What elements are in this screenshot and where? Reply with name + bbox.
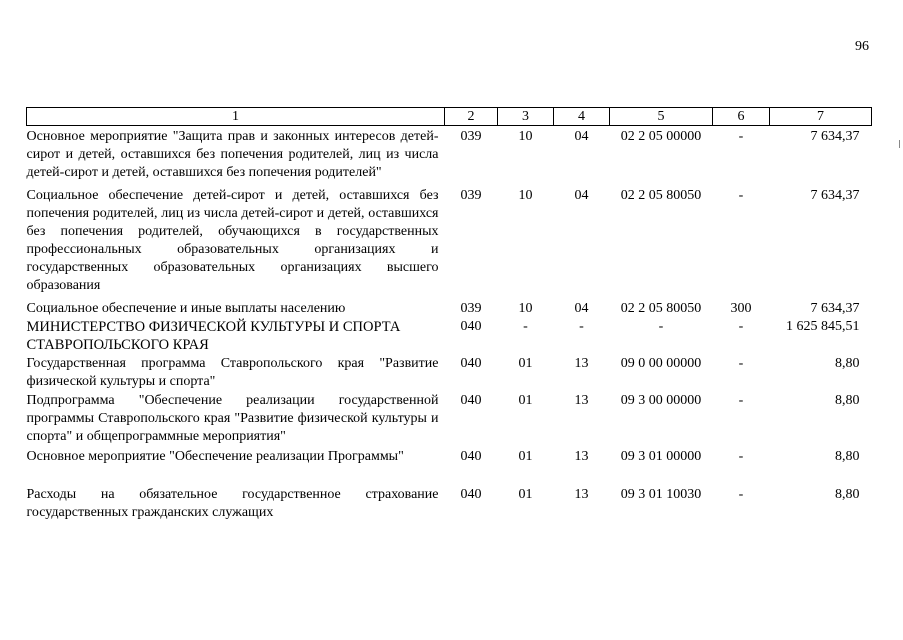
row-amount: 8,80 bbox=[835, 449, 860, 464]
row-target-article: 02 2 05 80050 bbox=[620, 188, 702, 203]
row-ministry-code: 039 bbox=[460, 129, 482, 144]
row-name: Социальное обеспечение и иные выплаты населению bbox=[26, 301, 346, 316]
row-target-article: 09 3 00 00000 bbox=[620, 393, 702, 408]
table-row bbox=[27, 318, 872, 354]
row-name: МИНИСТЕРСТВО ФИЗИЧЕСКОЙ КУЛЬТУРЫ И СПОРТА СТАВРОПОЛЬСКОГО КРАЯ bbox=[26, 319, 401, 353]
column-header-4: 4 bbox=[554, 108, 610, 126]
row-expense-type: - bbox=[738, 449, 744, 464]
row-section: 01 bbox=[518, 393, 533, 408]
row-name: Социальное обеспечение детей-сирот и детей, оставшихся без попечения родителей, лиц из числа детей-сирот и детей, оставшихся без попечения родителей, обучающихся в государственных профессиональных образовательных организациях и государственных образовательных организациях высшего образования bbox=[26, 188, 439, 293]
row-target-article: 09 0 00 00000 bbox=[620, 356, 702, 371]
table-row bbox=[27, 126, 872, 184]
row-amount: 8,80 bbox=[835, 487, 860, 502]
row-subsection: 04 bbox=[574, 301, 589, 316]
column-header-1: 1 bbox=[27, 108, 445, 126]
row-expense-type: - bbox=[738, 188, 744, 203]
row-target-article: 09 3 01 00000 bbox=[620, 449, 702, 464]
table-row bbox=[27, 446, 872, 466]
column-header-5: 5 bbox=[610, 108, 713, 126]
row-subsection: 04 bbox=[574, 129, 589, 144]
row-expense-type: - bbox=[738, 319, 744, 334]
row-amount: 8,80 bbox=[835, 356, 860, 371]
row-name: Государственная программа Ставропольского края "Развитие физической культуры и спорта" bbox=[26, 356, 439, 389]
column-header-6: 6 bbox=[713, 108, 770, 126]
row-ministry-code: 039 bbox=[460, 301, 482, 316]
row-ministry-code: 040 bbox=[460, 487, 482, 502]
row-expense-type: - bbox=[738, 393, 744, 408]
row-name: Расходы на обязательное государственное страхование государственных гражданских служащих bbox=[26, 487, 439, 520]
row-target-article: - bbox=[658, 319, 664, 334]
table-header-row bbox=[27, 108, 872, 126]
row-section: 01 bbox=[518, 356, 533, 371]
table-row bbox=[27, 354, 872, 391]
row-amount: 7 634,37 bbox=[810, 301, 860, 316]
row-target-article: 02 2 05 80050 bbox=[620, 301, 702, 316]
row-expense-type: - bbox=[738, 356, 744, 371]
row-name: Основное мероприятие "Обеспечение реализации Программы" bbox=[26, 449, 404, 464]
row-expense-type: - bbox=[738, 129, 744, 144]
row-ministry-code: 039 bbox=[460, 188, 482, 203]
row-section: 10 bbox=[518, 129, 533, 144]
column-header-7: 7 bbox=[770, 108, 872, 126]
row-amount: 8,80 bbox=[835, 393, 860, 408]
row-subsection: - bbox=[579, 319, 584, 334]
row-amount: 7 634,37 bbox=[810, 129, 860, 144]
table-row bbox=[27, 391, 872, 446]
row-target-article: 02 2 05 00000 bbox=[620, 129, 702, 144]
row-subsection: 04 bbox=[574, 188, 589, 203]
row-ministry-code: 040 bbox=[460, 449, 482, 464]
row-section: 10 bbox=[518, 188, 533, 203]
row-subsection: 13 bbox=[574, 449, 589, 464]
scan-edge-mark bbox=[899, 140, 900, 148]
row-section: - bbox=[523, 319, 528, 334]
row-amount: 1 625 845,51 bbox=[786, 319, 860, 334]
row-expense-type: 300 bbox=[730, 301, 752, 316]
row-ministry-code: 040 bbox=[460, 356, 482, 371]
row-subsection: 13 bbox=[574, 487, 589, 502]
row-section: 01 bbox=[518, 487, 533, 502]
column-header-2: 2 bbox=[445, 108, 498, 126]
row-section: 01 bbox=[518, 449, 533, 464]
row-name: Основное мероприятие "Защита прав и законных интересов детей-сирот и детей, оставшихся без попечения родителей, лиц из числа детей-сирот и детей, оставшихся без попечения родителей" bbox=[26, 129, 439, 180]
row-subsection: 13 bbox=[574, 393, 589, 408]
row-ministry-code: 040 bbox=[460, 319, 482, 334]
row-ministry-code: 040 bbox=[460, 393, 482, 408]
table-row bbox=[27, 183, 872, 295]
column-header-3: 3 bbox=[498, 108, 554, 126]
row-section: 10 bbox=[518, 301, 533, 316]
row-target-article: 09 3 01 10030 bbox=[620, 487, 702, 502]
page-number: 96 bbox=[855, 39, 869, 54]
row-expense-type: - bbox=[738, 487, 744, 502]
table-row bbox=[27, 295, 872, 318]
row-amount: 7 634,37 bbox=[810, 188, 860, 203]
budget-table bbox=[26, 107, 872, 522]
row-name: Подпрограмма "Обеспечение реализации государственной программы Ставропольского края "Развитие физической культуры и спорта" и общепрограммные мероприятия" bbox=[26, 393, 439, 444]
table-row bbox=[27, 466, 872, 522]
row-subsection: 13 bbox=[574, 356, 589, 371]
